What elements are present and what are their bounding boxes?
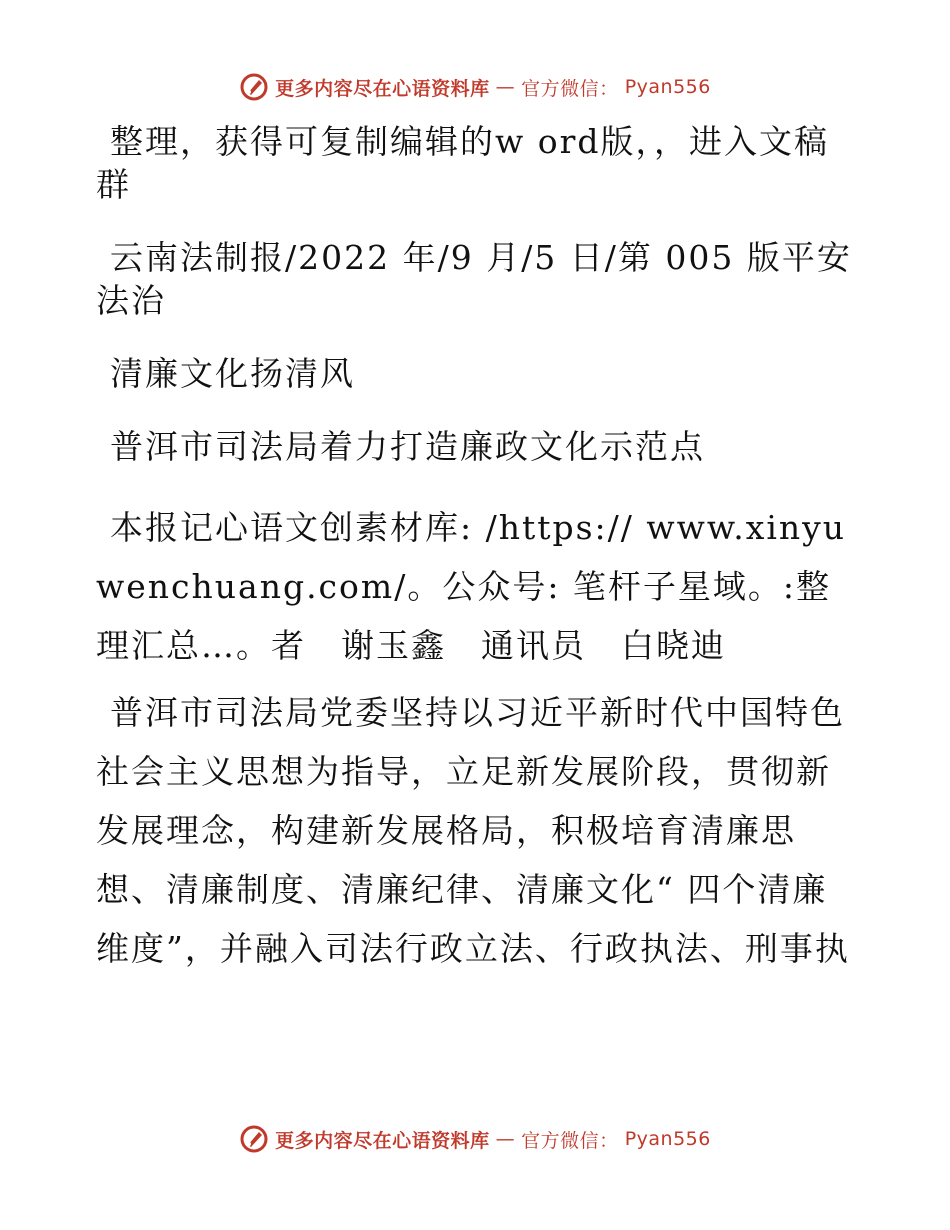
pen-logo-icon [239,72,269,102]
document-body [96,120,856,978]
paragraph-intro: 整理，获得可复制编辑的w ord版，，进入文稿群 [96,122,830,204]
banner-label: 官方微信： [521,77,619,100]
banner-main-text: 更多内容尽在心语资料库 [275,1129,490,1152]
paragraph-byline: 本报记心语文创素材库: /https:// www.xinyuwenchuang.com/。公众号: 笔杆子星域。:整理汇总…。者 谢玉鑫 通讯员 白晓迪 [96,508,847,665]
banner-dash: — [495,76,516,98]
banner-label: 官方微信： [521,1129,619,1152]
banner-wechat-id: Pyan556 [624,1128,711,1150]
pen-logo-icon [239,1124,269,1154]
article-subtitle: 普洱市司法局着力打造廉政文化示范点 [110,427,705,466]
banner-main-text: 更多内容尽在心语资料库 [275,77,490,100]
header-watermark-banner [0,72,950,102]
paragraph-source: 云南法制报/2022 年/9 月/5 日/第 005 版平安法治 [96,238,852,320]
footer-watermark-banner [0,1124,950,1154]
article-title: 清廉文化扬清风 [110,354,355,393]
paragraph-body: 普洱市司法局党委坚持以习近平新时代中国特色社会主义思想为指导，立足新发展阶段，贯彻新发展理念，构建新发展格局，积极培育清廉思想、清廉制度、清廉纪律、清廉文化“ 四个清廉维度”，并融入司法行政立法、行政执法、刑事执 [96,693,850,968]
banner-dash: — [495,1128,516,1150]
banner-wechat-id: Pyan556 [624,76,711,98]
